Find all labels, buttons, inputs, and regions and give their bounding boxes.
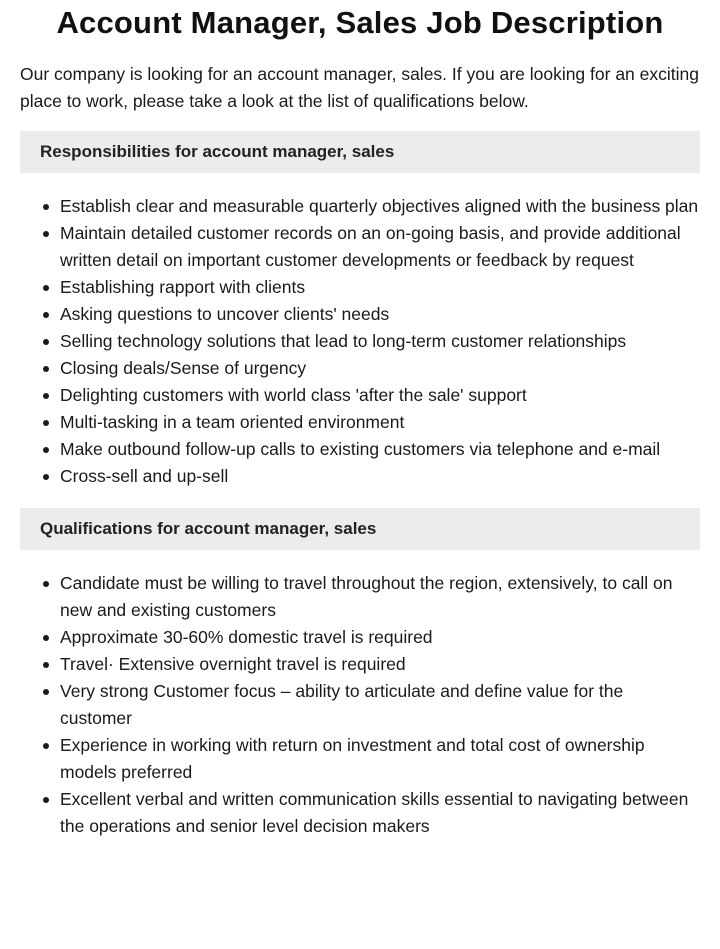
list-item: Candidate must be willing to travel throughout the region, extensively, to call on new and existing customers: [60, 570, 700, 624]
list-item: Cross-sell and up-sell: [60, 463, 700, 490]
list-item: Multi-tasking in a team oriented environment: [60, 409, 700, 436]
list-item: Excellent verbal and written communication skills essential to navigating between the operations and senior level decision makers: [60, 786, 700, 840]
list-item: Establish clear and measurable quarterly objectives aligned with the business plan: [60, 193, 700, 220]
page-title: Account Manager, Sales Job Description: [56, 5, 664, 40]
list-item: Experience in working with return on investment and total cost of ownership models preferred: [60, 732, 700, 786]
list-item: Very strong Customer focus – ability to articulate and define value for the customer: [60, 678, 700, 732]
intro-paragraph: Our company is looking for an account manager, sales. If you are looking for an exciting place to work, please take a look at the list of qualifications below.: [20, 64, 699, 111]
list-item: Selling technology solutions that lead to long-term customer relationships: [60, 328, 700, 355]
list-item: Delighting customers with world class 'after the sale' support: [60, 382, 700, 409]
qualifications-heading: Qualifications for account manager, sales: [20, 508, 700, 550]
list-item: Approximate 30-60% domestic travel is required: [60, 624, 700, 651]
list-item: Establishing rapport with clients: [60, 274, 700, 301]
list-item: Closing deals/Sense of urgency: [60, 355, 700, 382]
responsibilities-heading: Responsibilities for account manager, sales: [20, 131, 700, 173]
qualifications-list: [20, 570, 700, 840]
responsibilities-list: [20, 193, 700, 490]
list-item: Maintain detailed customer records on an on-going basis, and provide additional written detail on important customer developments or feedback by request: [60, 220, 700, 274]
list-item: Asking questions to uncover clients' needs: [60, 301, 700, 328]
list-item: Travel· Extensive overnight travel is required: [60, 651, 700, 678]
list-item: Make outbound follow-up calls to existing customers via telephone and e-mail: [60, 436, 700, 463]
